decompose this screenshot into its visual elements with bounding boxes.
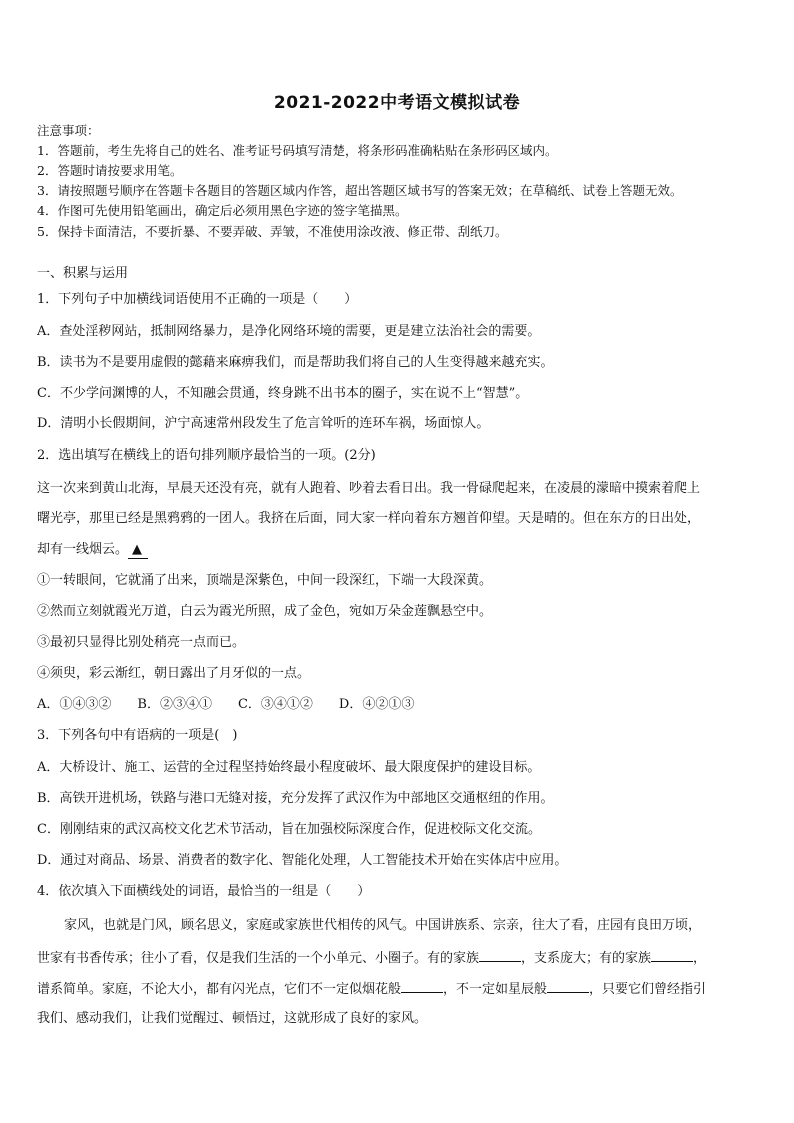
passage-text: ，只要它们曾经指引 xyxy=(589,982,707,997)
question-3-stem: 3．下列各句中有语病的一项是( ) xyxy=(37,728,238,743)
notice-item: 3．请按照题号顺序在答题卡各题目的答题区域内作答，超出答题区域书写的答案无效；在草稿纸、试卷上答题无效。 xyxy=(37,183,683,198)
notice-item: 4．作图可先使用铅笔画出，确定后必须用黑色字迹的签字笔描黑。 xyxy=(37,203,408,218)
passage-text: ， xyxy=(693,951,707,966)
question-2-sentence: ④须臾，彩云渐红，朝日露出了月牙似的一点。 xyxy=(37,666,311,681)
notice-item: 5．保持卡面清洁，不要折暴、不要弄破、弄皱，不准使用涂改液、修正带、刮纸刀。 xyxy=(37,224,508,239)
question-4-passage-line xyxy=(37,980,706,998)
section-heading: 一、积累与运用 xyxy=(37,266,129,281)
fill-blank xyxy=(401,980,443,993)
question-4-stem: 4．依次填入下面横线处的词语，最恰当的一组是（ ） xyxy=(37,884,371,899)
fill-blank xyxy=(651,949,693,962)
passage-text: ，支系庞大；有的家族 xyxy=(521,951,652,966)
question-1-option-d: D．清明小长假期间，沪宁高速常州段发生了危言耸听的连环车祸，场面惊人。 xyxy=(37,416,490,431)
question-2-passage: 却有一线烟云。 xyxy=(37,542,129,557)
passage-text: 谱系简单。家庭，不论大小，都有闪光点，它们不一定似烟花般 xyxy=(37,982,402,997)
choice-b: B．②③④① xyxy=(137,697,212,712)
fill-blank xyxy=(547,980,589,993)
question-4-passage: 家风，也就是门风，顾名思义，家庭或家族世代相传的风气。中国讲族系、宗亲，往大了看，庄园有良田万顷， xyxy=(64,918,702,933)
question-2-choices xyxy=(37,697,440,713)
passage-text: ，不一定如星辰般 xyxy=(443,982,548,997)
notice-item: 1．答题前，考生先将自己的姓名、准考证号码填写清楚，将条形码准确粘贴在条形码区域内。 xyxy=(37,143,558,158)
choice-a: A．①④③② xyxy=(37,697,112,712)
question-3-option-a: A．大桥设计、施工、运营的全过程坚持始终最小程度破坏、最大限度保护的建设目标。 xyxy=(37,760,541,775)
question-2-sentence: ①一转眼间，它就涌了出来，顶端是深紫色，中间一段深红，下端一大段深黄。 xyxy=(37,573,493,588)
question-2-passage-end xyxy=(37,542,148,559)
question-2-sentence: ②然而立刻就霞光万道，白云为霞光所照，成了金色，宛如万朵金莲飘悬空中。 xyxy=(37,604,493,619)
fill-blank xyxy=(479,949,521,962)
question-2-sentence: ③最初只显得比别处稍亮一点而已。 xyxy=(37,635,246,650)
question-1-option-c: C．不少学问渊博的人，不知融会贯通，终身跳不出书本的圈子，实在说不上“智慧”。 xyxy=(37,386,529,401)
question-1-option-a: A．查处淫秽网站，抵制网络暴力，是净化网络环境的需要，更是建立法治社会的需要。 xyxy=(37,324,541,339)
notice-heading: 注意事项： xyxy=(37,123,100,138)
question-2-passage: 这一次来到黄山北海，早晨天还没有亮，就有人跑着、吵着去看日出。我一骨碌爬起来，在凌晨的濛暗中摸索着爬上 xyxy=(37,481,701,496)
question-3-option-d: D．通过对商品、场景、消费者的数字化、智能化处理，人工智能技术开始在实体店中应用。 xyxy=(37,853,568,868)
question-3-option-b: B．高铁开进机场，铁路与港口无缝对接，充分发挥了武汉作为中部地区交通枢纽的作用。 xyxy=(37,791,554,806)
question-1-stem: 1．下列句子中加横线词语使用不正确的一项是（ ） xyxy=(37,292,358,307)
question-4-passage-line xyxy=(37,949,706,967)
choice-d: D．④②①③ xyxy=(338,697,415,712)
question-4-passage: 我们、感动我们，让我们觉醒过、顿悟过，这就形成了良好的家风。 xyxy=(37,1011,428,1026)
notice-item: 2．答题时请按要求用笔。 xyxy=(37,163,183,178)
question-2-passage: 曙光亭，那里已经是黑鸦鸦的一团人。我挤在后面，同大家一样向着东方翘首仰望。天是晴的。但在东方的日出处， xyxy=(37,511,701,526)
answer-blank-marker: ▲ xyxy=(128,542,148,559)
passage-text: 世家有书香传承；往小了看，仅是我们生活的一个小单元、小圈子。有的家族 xyxy=(37,951,480,966)
page-title: 2021-2022中考语文模拟试卷 xyxy=(273,93,521,113)
question-2-stem: 2．选出填写在横线上的语句排列顺序最恰当的一项。(2分) xyxy=(37,448,376,463)
question-1-option-b: B．读书为不是要用虚假的懿藉来麻痹我们，而是帮助我们将自己的人生变得越来越充实。 xyxy=(37,355,554,370)
question-3-option-c: C．刚刚结束的武汉高校文化艺术节活动，旨在加强校际深度合作，促进校际文化交流。 xyxy=(37,822,541,837)
choice-c: C．③④①② xyxy=(237,697,313,712)
